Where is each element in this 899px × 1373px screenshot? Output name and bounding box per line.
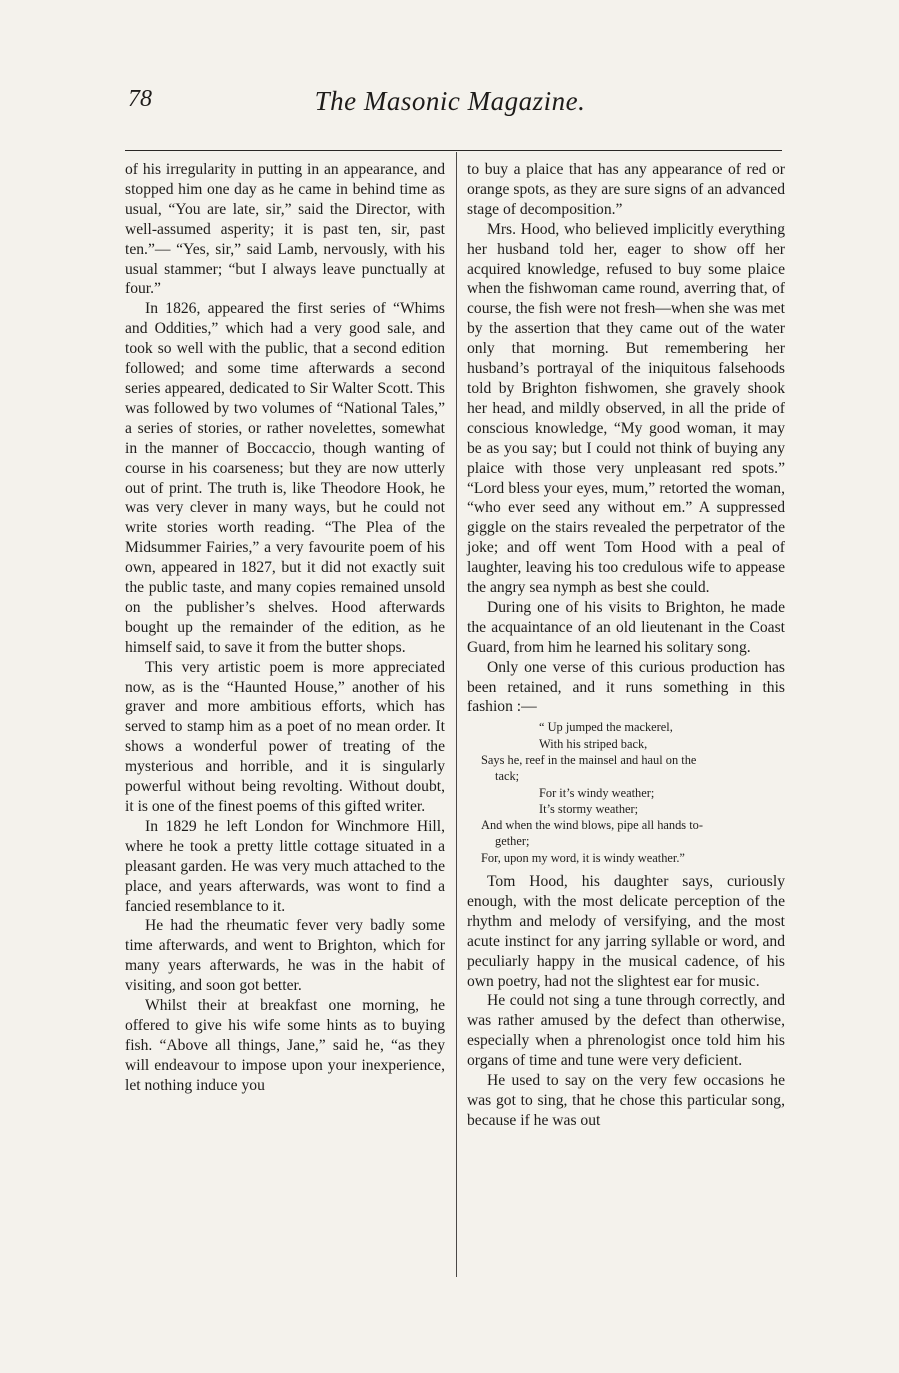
- paragraph: This very artistic poem is more appreciated now, as is the “Haunted House,” another of his graver and more ambitious efforts, which has served to stamp him as a poet of no mean order. It shows a wonderful power of treating of the mysterious and horrible, and it is singularly powerful without being revolting. Without doubt, it is one of the finest poems of this gifted writer.: [125, 658, 445, 815]
- paragraph: to buy a plaice that has any appearance of red or orange spots, as they are sure signs of an advanced stage of decomposition.”: [467, 161, 785, 218]
- verse-line: For it’s windy weather;: [539, 785, 655, 800]
- verse-line: It’s stormy weather;: [539, 801, 639, 816]
- right-column: [467, 160, 785, 1131]
- paragraph: Tom Hood, his daughter says, curiously enough, with the most delicate perception of the rhythm and melody of versifying, and the most acute instinct for any jarring syllable or word, and peculiarly happy in the musical cadence, of his own poetry, had not the slightest ear for music.: [467, 873, 785, 990]
- running-title: The Masonic Magazine.: [314, 86, 586, 116]
- verse-block: [467, 719, 785, 866]
- paragraph: Only one verse of this curious production has been retained, and it runs something in this fashion :—: [467, 658, 785, 716]
- verse-line: And when the wind blows, pipe all hands to-: [481, 818, 703, 833]
- column-divider: [456, 152, 457, 1277]
- verse-line: gether;: [495, 834, 530, 849]
- verse-line: tack;: [495, 769, 520, 784]
- page-header: [110, 86, 790, 126]
- paragraph: During one of his visits to Brighton, he made the acquaintance of an old lieutenant in the Coast Guard, from him he learned his solitary song.: [467, 598, 785, 656]
- paragraph: In 1826, appeared the first series of “Whims and Oddities,” which had a very good sale, and took so well with the public, that a second edition followed; and some time afterwards a second series appeared, dedicated to Sir Walter Scott. This was followed by two volumes of “National Tales,” a series of stories, or rather novelettes, somewhat in the manner of Boccaccio, though wanting of course in his coarseness; but they are now utterly out of print. The truth is, like Theodore Hook, he was very clever in many ways, but he could not write stories worth reading. “The Plea of the Midsummer Fairies,” a very favourite poem of his own, appeared in 1827, but it did not exactly suit the public taste, and many copies remained unsold on the publisher’s shelves. Hood afterwards bought up the remainder of the edition, as he himself said, to save it from the butter shops.: [125, 300, 445, 656]
- paragraph: He used to say on the very few occasions he was got to sing, that he chose this particular song, because if he was out: [467, 1072, 785, 1129]
- paragraph: He could not sing a tune through correctly, and was rather amused by the defect than otherwise, especially when a phrenologist once told him his organs of time and tune were very deficient.: [467, 992, 785, 1070]
- page-number: 78: [128, 86, 152, 112]
- verse-line: “ Up jumped the mackerel,: [539, 720, 673, 735]
- verse-line: For, upon my word, it is windy weather.”: [481, 850, 685, 865]
- paragraph: Mrs. Hood, who believed implicitly everything her husband told her, eager to show off her acquired knowledge, refused to buy some plaice when the fishwoman came round, averring that, of course, the fish were not fresh—when she was met by the assertion that they came out of the water only that morning. But remembering her husband’s portrayal of the iniquitous falsehoods told by Brighton fishwomen, she gravely shook her head, and mildly observed, in all the pride of conscious knowledge, “My good woman, it may be as you say; but I could not think of buying any plaice with those very unpleasant red spots.” “Lord bless your eyes, mum,” retorted the woman, “who ever seed any without em.” A suppressed giggle on the stairs revealed the perpetrator of the joke; and off went Tom Hood with a peal of laughter, leaving his too credulous wife to appease the angry sea nymph as best she could.: [467, 220, 785, 597]
- paragraph: of his irregularity in putting in an appearance, and stopped him one day as he came in behind time as usual, “You are late, sir,” said the Director, with well-assumed asperity; it is past ten, sir, past ten.”— “Yes, sir,” said Lamb, nervously, with his usual stammer; “but I always leave punctually at four.”: [125, 161, 445, 298]
- header-rule: [125, 150, 782, 151]
- paragraph: He had the rheumatic fever very badly some time afterwards, and went to Brighton, which for many years afterwards, he was in the habit of visiting, and soon got better.: [125, 917, 445, 995]
- left-column: [125, 160, 445, 1096]
- paragraph: Whilst their at breakfast one morning, he offered to give his wife some hints as to buying fish. “Above all things, Jane,” said he, “as they will endeavour to impose upon your inexperience, let nothing induce you: [125, 997, 445, 1094]
- verse-line: Says he, reef in the mainsel and haul on the: [481, 752, 697, 767]
- paragraph: In 1829 he left London for Winchmore Hill, where he took a pretty little cottage situated in a pleasant garden. He was very much attached to the place, and years afterwards, was wont to find a fancied resemblance to it.: [125, 817, 445, 915]
- verse-line: With his striped back,: [539, 736, 648, 751]
